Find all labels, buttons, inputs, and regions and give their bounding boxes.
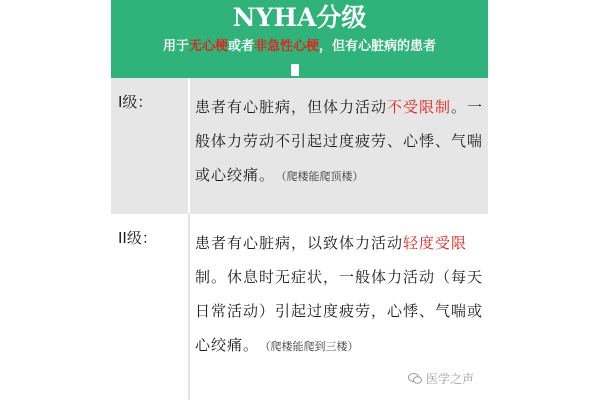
column-divider	[188, 214, 190, 400]
desc-highlight: 不受限制	[387, 98, 452, 116]
nyha-table	[111, 0, 488, 400]
grade-description	[195, 90, 485, 194]
desc-text-after: 。一般体力劳动不引起过度疲劳、心悸、气喘或心绞痛。	[195, 98, 484, 184]
watermark-text: 医学之声	[426, 372, 475, 386]
subtitle-prefix: 用于	[162, 39, 189, 54]
desc-text: 患者有心脏病，但体力活动	[195, 98, 388, 116]
table-row	[111, 78, 488, 214]
text-cursor	[291, 64, 299, 76]
subtitle-mid: 或者	[227, 39, 254, 54]
table-title: NYHA分级	[232, 3, 367, 32]
desc-note: （爬楼能爬到三楼）	[265, 340, 359, 353]
table-header	[111, 0, 488, 78]
desc-note: （爬楼能爬顶楼）	[281, 170, 364, 183]
column-divider	[188, 78, 190, 214]
grade-label: II级：	[118, 229, 157, 247]
watermark	[408, 370, 474, 387]
subtitle-suffix: ，但有心脏病的患者	[319, 39, 437, 54]
desc-text-after: 制。休息时无症状，一般体力活动（每天日常活动）引起过度疲劳，心悸、气喘或心绞痛。	[195, 268, 484, 354]
subtitle-highlight-2: 非急性心梗	[254, 39, 320, 54]
table-subtitle	[111, 38, 488, 56]
grade-description	[195, 226, 485, 364]
subtitle-highlight-1: 无心梗	[188, 39, 228, 54]
wechat-icon	[408, 373, 422, 384]
desc-text: 患者有心脏病，以致体力活动	[195, 234, 404, 252]
desc-highlight: 轻度受限	[403, 234, 468, 252]
grade-label: I级：	[118, 93, 153, 111]
